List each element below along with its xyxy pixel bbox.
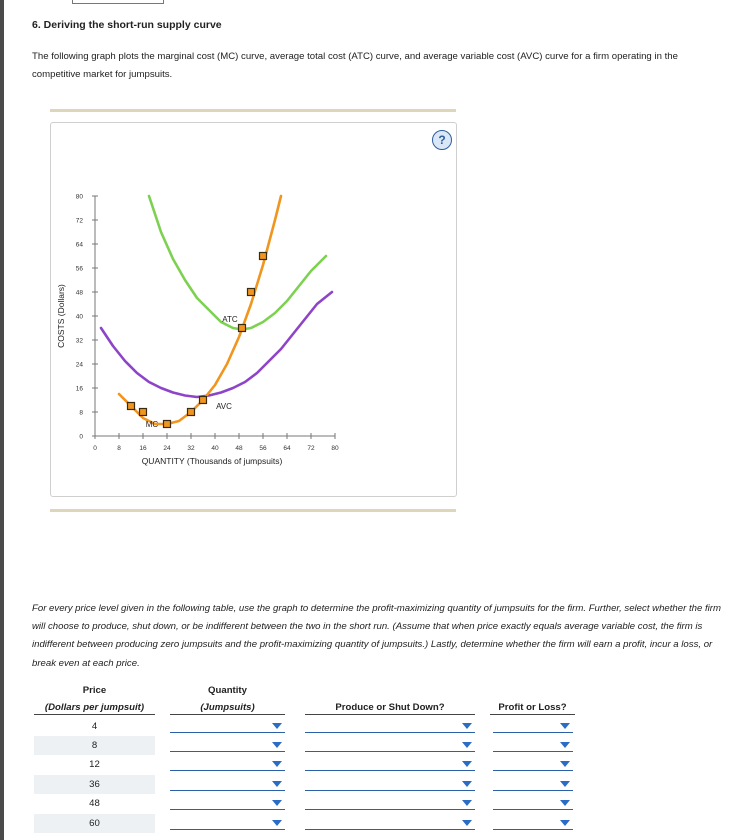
atc-curve-label: ATC [222, 315, 238, 324]
mc-curve-label: MC [145, 420, 159, 429]
price-header-unit: (Dollars per jumpsuit) [44, 702, 145, 713]
chevron-down-icon [272, 820, 282, 826]
x-tick-label: 48 [235, 445, 243, 452]
quantity-dropdown[interactable] [170, 756, 285, 771]
curve-point-marker [200, 397, 207, 404]
chevron-down-icon [462, 800, 472, 806]
y-tick-label: 40 [75, 313, 83, 321]
question-title: 6. Deriving the short-run supply curve [32, 19, 222, 31]
price-cell: 8 [34, 736, 155, 755]
chevron-down-icon [462, 723, 472, 729]
header-underline-price [34, 714, 155, 715]
profit-loss-dropdown[interactable] [493, 795, 573, 810]
chevron-down-icon [560, 820, 570, 826]
curve-point-marker [128, 403, 135, 410]
curve-point-marker [260, 253, 267, 260]
quantity-dropdown[interactable] [170, 795, 285, 810]
produce-shutdown-dropdown[interactable] [305, 776, 475, 791]
chevron-down-icon [272, 800, 282, 806]
curve-point-marker [188, 409, 195, 416]
chevron-down-icon [462, 781, 472, 787]
y-tick-label: 0 [79, 433, 83, 441]
y-tick-label: 72 [75, 217, 83, 225]
curve-point-marker [164, 421, 171, 428]
chevron-down-icon [560, 800, 570, 806]
divider-bottom [50, 509, 456, 512]
y-tick-label: 48 [75, 289, 83, 297]
header-underline-produce [305, 714, 475, 715]
curve-point-marker [140, 409, 147, 416]
quantity-dropdown[interactable] [170, 737, 285, 752]
quantity-dropdown[interactable] [170, 718, 285, 733]
header-underline-profit [490, 714, 575, 715]
produce-shutdown-dropdown[interactable] [305, 795, 475, 810]
price-cell: 48 [89, 798, 100, 809]
x-tick-label: 56 [259, 445, 267, 452]
curve-point-marker [248, 289, 255, 296]
x-tick-label: 0 [93, 445, 97, 452]
x-tick-label: 40 [211, 445, 219, 452]
atc-curve [149, 196, 326, 330]
chevron-down-icon [462, 742, 472, 748]
intro-text: The following graph plots the marginal cost (MC) curve, average total cost (ATC) curve, and average variable cost (AVC) curve for a firm operating in the competitive market for jumpsuits. [32, 51, 678, 80]
x-tick-label: 64 [283, 445, 291, 452]
x-tick-label: 72 [307, 445, 315, 452]
chevron-down-icon [560, 723, 570, 729]
y-tick-label: 32 [75, 337, 83, 345]
chevron-down-icon [560, 761, 570, 767]
quantity-header-line1: Quantity [208, 685, 247, 696]
quantity-dropdown[interactable] [170, 776, 285, 791]
chevron-down-icon [462, 761, 472, 767]
chevron-down-icon [560, 781, 570, 787]
quantity-dropdown[interactable] [170, 815, 285, 830]
help-button[interactable]: ? [432, 130, 452, 150]
profit-header: Profit or Loss? [498, 702, 567, 713]
price-cell: 60 [34, 814, 155, 833]
x-tick-label: 8 [117, 445, 121, 452]
y-tick-label: 8 [79, 409, 83, 417]
produce-shutdown-dropdown[interactable] [305, 718, 475, 733]
profit-loss-dropdown[interactable] [493, 737, 573, 752]
chevron-down-icon [272, 742, 282, 748]
quantity-header-unit: (Jumpsuits) [200, 702, 255, 713]
curve-point-marker [239, 325, 246, 332]
price-header-line2 [34, 702, 155, 713]
y-tick-label: 16 [75, 385, 83, 393]
mc-curve [119, 196, 281, 424]
chevron-down-icon [560, 742, 570, 748]
price-header-line1: Price [82, 685, 107, 696]
profit-loss-dropdown[interactable] [493, 756, 573, 771]
price-cell: 12 [89, 759, 100, 770]
x-tick-label: 16 [139, 445, 147, 452]
chevron-down-icon [272, 781, 282, 787]
x-tick-label: 32 [187, 445, 195, 452]
avc-curve-label: AVC [216, 402, 232, 411]
chevron-down-icon [462, 820, 472, 826]
y-tick-label: 24 [75, 361, 83, 369]
x-axis-label: QUANTITY (Thousands of jumpsuits) [141, 456, 283, 466]
price-cell: 4 [91, 721, 98, 732]
y-axis-label: COSTS (Dollars) [56, 284, 66, 348]
profit-loss-dropdown[interactable] [493, 815, 573, 830]
produce-header: Produce or Shut Down? [335, 702, 445, 713]
chevron-down-icon [272, 723, 282, 729]
y-tick-label: 56 [75, 265, 83, 273]
y-tick-label: 64 [75, 241, 83, 249]
y-tick-label: 80 [75, 193, 83, 201]
produce-shutdown-dropdown[interactable] [305, 815, 475, 830]
x-tick-label: 24 [163, 445, 171, 452]
produce-shutdown-dropdown[interactable] [305, 756, 475, 771]
quantity-header-line2 [170, 702, 285, 713]
chevron-down-icon [272, 761, 282, 767]
price-cell: 36 [34, 775, 155, 794]
header-underline-quantity [170, 714, 285, 715]
produce-shutdown-dropdown[interactable] [305, 737, 475, 752]
instructions-text: For every price level given in the following table, use the graph to determine the profit-maximizing quantity of jumpsuits for the firm. Further, select whether the firm will choose to produce, shut down, or be indifferent between the two in the short run. (Assume that when price exactly equals average variable cost, the firm is indifferent between producing zero jumpsuits and the profit-maximizing quantity of jumpsuits.) Lastly, determine whether the firm will earn a profit, incur a loss, or break even at each price. [32, 603, 721, 669]
profit-loss-dropdown[interactable] [493, 718, 573, 733]
profit-loss-dropdown[interactable] [493, 776, 573, 791]
x-tick-label: 80 [331, 445, 339, 452]
